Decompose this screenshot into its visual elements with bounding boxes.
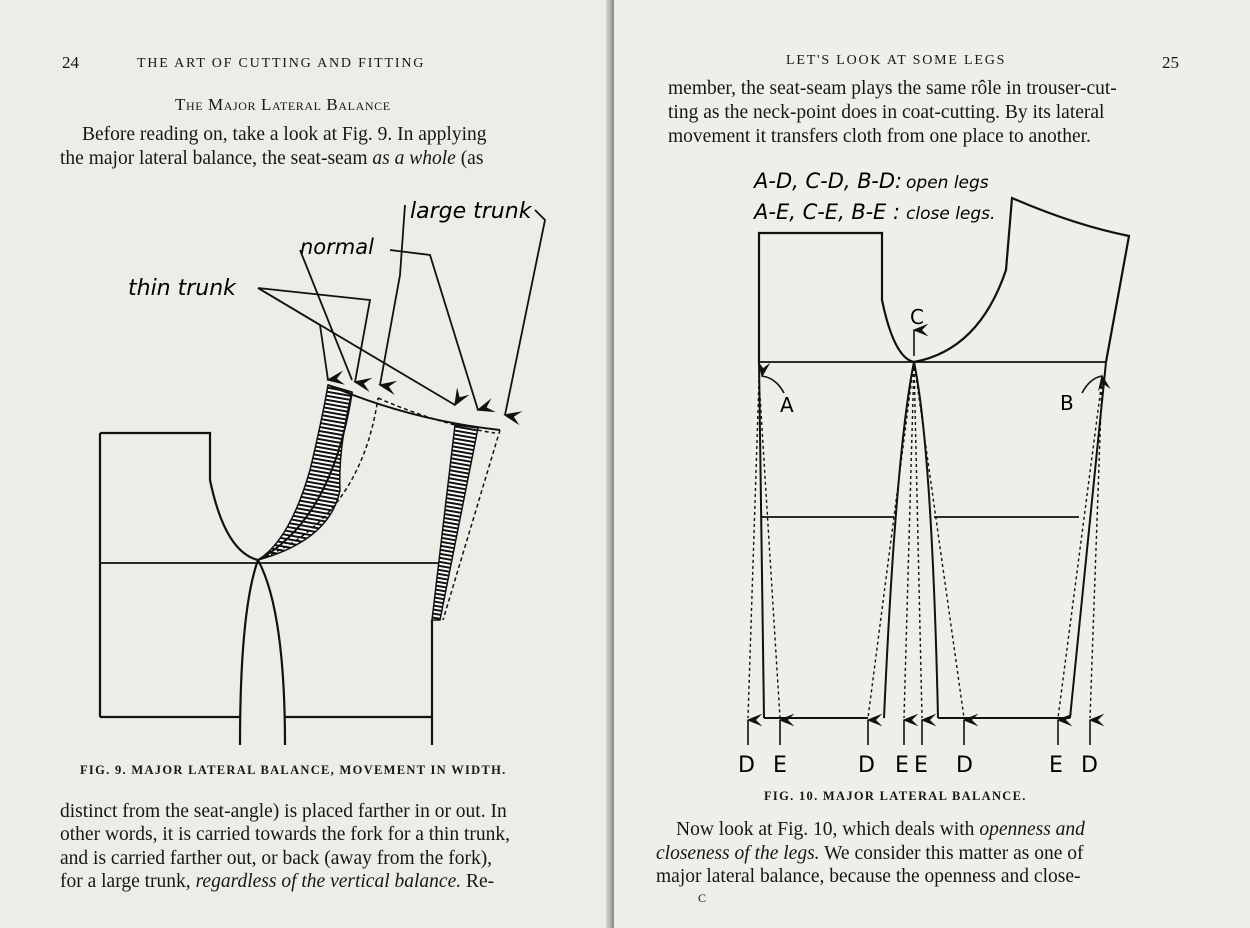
back-outline [100,433,258,560]
thin-pointer [258,288,328,380]
inseam-left [884,362,914,718]
para-line-2: other words, it is carried towards the fork for a thin trunk, [60,824,511,845]
para-line-4-end: Re- [461,871,495,892]
bottom-label-e3: E [914,753,928,778]
bottom-label-d3: D [956,753,973,778]
signature-mark: C [698,891,707,905]
para-line-1: distinct from the seat-angle) is placed farther in or out. In [60,801,507,822]
section-title: The Major Lateral Balance [175,95,391,114]
point-b-label: B [1060,391,1074,415]
figure-10-caption: FIG. 10. MAJOR LATERAL BALANCE. [764,789,1027,803]
bottom-line-2-emphasis: closeness of the legs. [656,843,820,864]
inseam-right [914,362,938,718]
para-line-4-emphasis: regardless of the vertical balance. [195,871,462,892]
label-large-trunk: large trunk [410,199,532,224]
bottom-label-e1: E [773,753,787,778]
side-hatch [432,425,478,620]
dotted-b-d [1090,380,1102,718]
dotted-c-e2 [914,362,922,718]
bottom-label-d2: D [858,753,875,778]
label-normal: normal [300,235,374,259]
dotted-a-d [748,380,759,718]
leg-line-left [240,560,258,745]
left-page [0,0,611,928]
bottom-label-d4: D [1081,753,1098,778]
waist-line [328,385,500,430]
arrow-a [762,376,784,393]
bottom-label-d1: D [738,753,755,778]
bottom-line-3: major lateral balance, because the openness and close- [656,866,1081,887]
bottom-line-2-text: We consider this matter as one of [819,843,1084,864]
para-line-4-text: for a large trunk, [60,871,196,892]
top-line-1: member, the seat-seam plays the same rôle in trouser-cut- [668,78,1117,99]
bottom-line-2 [656,842,1084,866]
normal-pointer [390,250,478,410]
legend-close-codes: A-E, C-E, B-E : [754,200,901,224]
legend-close-text: close legs. [906,204,996,224]
bottom-arrows [748,720,1090,745]
label-thin-trunk: thin trunk [128,276,236,301]
intro-line-1: Before reading on, take a look at Fig. 9. In applying [82,124,487,145]
legend-open-codes: A-D, C-D, B-D: [754,169,903,193]
large-pointer [380,205,405,385]
figure-9-diagram [0,0,611,928]
left-side [759,362,764,718]
para-line-3: and is carried farther out, or back (away from the fork), [60,848,493,869]
back-top-outline [759,233,914,362]
page-number: 24 [62,53,79,72]
bottom-line-1 [676,818,1085,842]
bottom-label-e2: E [895,753,909,778]
figure-9-caption: FIG. 9. MAJOR LATERAL BALANCE, MOVEMENT IN WIDTH. [80,763,507,777]
para-line-4 [60,870,494,894]
right-page [614,0,1250,928]
leg-line-right [258,560,285,745]
thin-pointer-2 [258,288,370,382]
thin-hatch [258,385,352,560]
large-pointer-2 [505,210,545,415]
legend-open-text: open legs [906,173,989,193]
bottom-line-1-emphasis: openness and [979,819,1085,840]
arrow-b [1082,376,1102,393]
dotted-c-d1 [868,362,914,718]
intro-line-2-emphasis: as a whole [372,148,456,169]
thin-pointer-3 [258,288,455,405]
intro-line-2-text: the major lateral balance, the seat-seam [60,148,373,169]
intro-line-2-end: (as [455,148,484,169]
bottom-line-1-text: Now look at Fig. 10, which deals with [676,819,980,840]
running-head: THE ART OF CUTTING AND FITTING [137,56,426,71]
point-c-label: C [910,305,924,329]
bottom-label-e4: E [1049,753,1063,778]
top-line-3: movement it transfers cloth from one place to another. [668,126,1091,147]
top-line-2: ting as the neck-point does in coat-cutting. By its lateral [668,102,1105,123]
point-a-label: A [780,393,794,417]
right-side [1070,362,1106,718]
running-head: LET'S LOOK AT SOME LEGS [786,53,1007,68]
page-number: 25 [1162,53,1179,72]
